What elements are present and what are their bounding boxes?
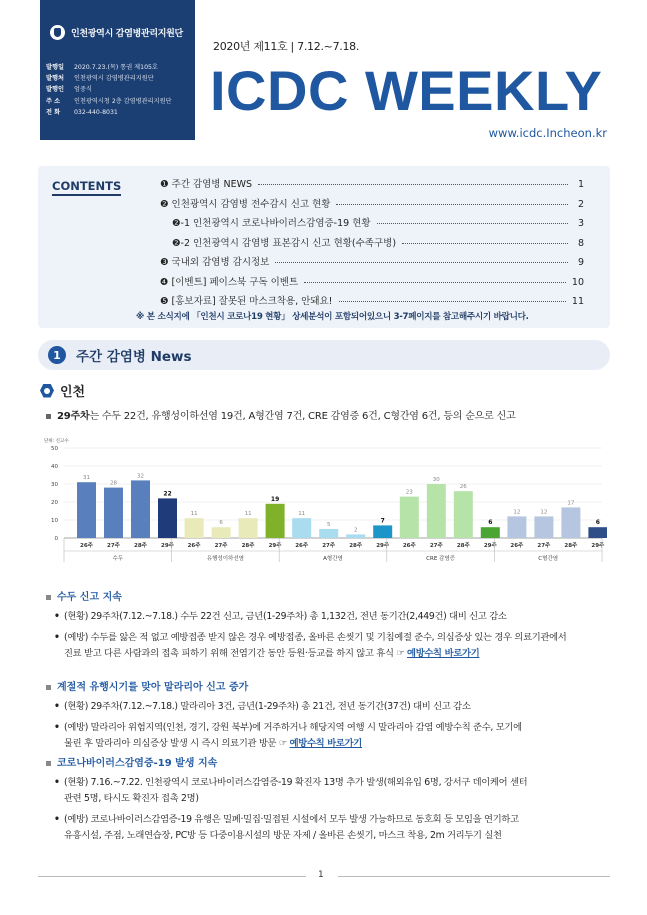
bullet-line xyxy=(54,828,614,844)
y-tick-label: 40 xyxy=(51,464,58,470)
contents-item-title: ❷ 인천광역시 감염병 전수감시 신고 현황 xyxy=(160,198,331,210)
bullet-text: (현황) 29주차(7.12.~7.18.) 말라리아 3건, 금년(1-29주차) 총 21건, 전년 동기간(37건) 대비 신고 감소 xyxy=(64,701,471,712)
topic-heading xyxy=(46,678,248,693)
meta-value: 인천광역시 감염병관리지원단 xyxy=(74,75,154,83)
bullet-line xyxy=(54,791,614,807)
week-tick-label: 27주 xyxy=(537,543,551,549)
bullet-line xyxy=(54,646,614,662)
bar-value-label: 17 xyxy=(567,500,575,507)
bullet-text: 물린 후 말라리아 의심증상 발생 시 즉시 의료기관 방문 ☞ xyxy=(64,738,290,749)
contents-item-page: 9 xyxy=(577,257,584,268)
contents-leader-dots xyxy=(339,301,566,302)
bar xyxy=(534,516,553,538)
contents-leader-dots xyxy=(377,223,568,224)
meta-value: 2020.7.23.(목) 통권 제105호 xyxy=(74,64,158,71)
week-tick-label: 28주 xyxy=(564,543,578,549)
summary-line: 29주차는 수두 22건, 유행성이하선염 19건, A형간염 7건, CRE 감염증 6건, C형간염 6건, 등의 순으로 신고 xyxy=(46,407,616,422)
bar xyxy=(212,527,231,538)
meta-key: 발행인 xyxy=(46,86,64,94)
topic-bullet xyxy=(54,699,614,715)
bullet-line xyxy=(54,699,614,715)
bar-value-label: 7 xyxy=(380,517,385,525)
bullet-dot-icon: • xyxy=(54,611,60,622)
y-tick-label: 0 xyxy=(54,536,58,542)
square-bullet-icon xyxy=(46,595,51,600)
square-bullet-icon xyxy=(46,685,51,690)
bar-value-label: 19 xyxy=(270,495,280,503)
prevention-link[interactable]: 예방수칙 바로가기 xyxy=(407,648,480,659)
meta-value: 인천광역시청 2층 감염병관리지원단 xyxy=(74,97,172,105)
y-tick-label: 20 xyxy=(51,500,58,506)
contents-leader-dots xyxy=(275,262,568,263)
bullet-dot-icon: • xyxy=(54,632,60,643)
bar-value-label: 32 xyxy=(137,473,144,480)
group-label: 유행성이하선염 xyxy=(206,556,245,562)
topic-bullet xyxy=(54,812,614,844)
bar-value-label: 28 xyxy=(110,480,117,487)
bar-value-label: 23 xyxy=(405,489,413,496)
week-tick-label: 28주 xyxy=(456,543,470,549)
bullet-line xyxy=(54,736,614,752)
section-bar xyxy=(38,340,610,370)
contents-item[interactable] xyxy=(160,215,584,235)
bar-value-label: 12 xyxy=(540,509,548,516)
bullet-dot-icon: • xyxy=(54,814,60,825)
week-tick-label: 26주 xyxy=(187,543,201,549)
bar xyxy=(158,498,177,538)
square-bullet-icon xyxy=(46,761,51,766)
group-label: C형간염 xyxy=(538,556,559,562)
bar-value-label: 11 xyxy=(298,511,306,518)
topic-bullet xyxy=(54,775,614,807)
meta-value: 032-440-8031 xyxy=(74,108,118,116)
week-tick-label: 27주 xyxy=(322,543,336,549)
topic-bullet xyxy=(54,720,614,752)
bullet-dot-icon: • xyxy=(54,701,60,712)
y-axis-unit-label: 단위: 신고수 xyxy=(44,439,69,444)
contents-item-title: ❺ [홍보자료] 잘못된 마스크착용, 안돼요! xyxy=(160,296,333,307)
contents-list xyxy=(160,176,584,313)
contents-item-page: 11 xyxy=(571,296,584,307)
topic-bullet xyxy=(54,609,614,625)
week-tick-label: 27주 xyxy=(214,543,228,549)
bar-value-label: 6 xyxy=(219,520,223,527)
contents-item-page: 3 xyxy=(577,218,584,229)
bar xyxy=(588,527,607,538)
bar xyxy=(400,497,419,538)
contents-item[interactable] xyxy=(160,254,584,274)
meta-row xyxy=(46,84,172,95)
contents-leader-dots xyxy=(304,282,566,283)
contents-item-page: 10 xyxy=(571,276,584,288)
week-tick-label: 27주 xyxy=(429,543,443,549)
bar-value-label: 11 xyxy=(244,511,252,518)
week-tick-label: 26주 xyxy=(295,543,309,549)
contents-item[interactable] xyxy=(160,176,584,196)
week-tick-label: 28주 xyxy=(349,543,363,549)
contents-item-title: ❶ 주간 감염병 NEWS xyxy=(160,179,252,190)
bullet-line xyxy=(54,609,614,625)
week-tick-label: 26주 xyxy=(80,543,93,549)
page-number: 1 xyxy=(318,870,324,880)
group-label: 수두 xyxy=(112,556,124,562)
section-title: 주간 감염병 News xyxy=(76,349,192,365)
contents-item-page: 1 xyxy=(577,179,584,190)
meta-key: 주 소 xyxy=(46,97,61,105)
week-tick-label: 29주 xyxy=(161,543,174,549)
newsletter-title: ICDC WEEKLY xyxy=(210,59,603,122)
week-tick-label: 29주 xyxy=(268,543,282,549)
bar xyxy=(507,516,526,538)
contents-leader-dots xyxy=(336,204,568,205)
y-tick-label: 30 xyxy=(51,482,58,488)
topic-title: 코로나바이러스감염증-19 발생 지속 xyxy=(57,758,218,769)
meta-row xyxy=(46,62,172,73)
bullet-dot-icon: • xyxy=(54,777,60,788)
bullet-text: 진료 받고 다른 사람과의 접촉 피하기 위해 전염기간 동안 등원·등교를 하지 않고 휴식 ☞ xyxy=(64,648,408,659)
topic-heading xyxy=(46,588,122,603)
bar xyxy=(266,504,285,538)
topic-title: 계절적 유행시기를 맞아 말라리아 신고 증가 xyxy=(57,682,249,693)
contents-item-title: ❷-1 인천광역시 코로나바이러스감염증-19 현황 xyxy=(172,218,371,229)
contents-item-title: ❸ 국내외 감염병 감시정보 xyxy=(160,257,270,268)
org-name: 인천광역시 감염병관리지원단 xyxy=(40,0,195,40)
bullet-text: (현황) 7.16.~7.22. 인천광역시 코로나바이러스감염증-19 확진자 13명 추가 발생(해외유입 6명, 강서구 데이케어 센터 xyxy=(64,777,528,788)
bullet-text: 유흥시설, 주점, 노래연습장, PC방 등 다중이용시설의 방문 자제 / 올바른 손씻기, 마스크 착용, 2m 거리두기 실천 xyxy=(64,830,502,841)
y-tick-label: 10 xyxy=(51,518,58,524)
topic-heading xyxy=(46,754,217,769)
meta-key: 전 화 xyxy=(46,108,61,116)
group-label: A형간염 xyxy=(323,556,343,562)
bullet-text: (예방) 수두를 앓은 적 없고 예방접종 받지 않은 경우 예방접종, 올바른 손씻기 및 기침예절 준수, 의심증상 있는 경우 의료기관에서 xyxy=(64,632,567,643)
week-tick-label: 29주 xyxy=(591,543,605,549)
website-url[interactable]: www.icdc.Incheon.kr xyxy=(488,126,607,140)
contents-item[interactable] xyxy=(160,274,584,294)
bar xyxy=(131,480,150,538)
bar-value-label: 2 xyxy=(353,527,358,534)
meta-key: 발행처 xyxy=(46,75,64,83)
contents-item-page: 8 xyxy=(577,237,584,249)
hexagon-bullet-icon xyxy=(40,384,54,398)
org-logo-icon xyxy=(50,25,65,40)
group-label: CRE 감염증 xyxy=(426,556,456,562)
contents-item[interactable] xyxy=(160,196,584,216)
meta-key: 발행일 xyxy=(46,64,64,71)
week-tick-label: 28주 xyxy=(241,543,255,549)
contents-item[interactable] xyxy=(160,235,584,255)
week-tick-label: 29주 xyxy=(483,543,497,549)
bar-value-label: 22 xyxy=(163,490,172,498)
weekly-report-chart xyxy=(42,434,607,574)
week-tick-label: 28주 xyxy=(134,543,147,549)
bar-value-label: 30 xyxy=(432,477,440,483)
week-tick-label: 27주 xyxy=(107,543,120,549)
bar-value-label: 31 xyxy=(83,475,90,482)
square-bullet-icon xyxy=(46,414,51,419)
contents-leader-dots xyxy=(258,184,568,185)
bar-value-label: 5 xyxy=(326,522,331,528)
bar-value-label: 6 xyxy=(488,519,493,527)
bar xyxy=(319,529,338,538)
contents-leader-dots xyxy=(402,243,568,244)
meta-row xyxy=(46,73,172,84)
bar xyxy=(77,482,96,538)
section-number: 1 xyxy=(48,346,66,364)
bullet-line xyxy=(54,812,614,828)
week-tick-label: 26주 xyxy=(510,543,524,549)
contents-note: ※ 본 소식지에 「인천시 코로나19 현황」 상세분석이 포함되어있으니 3-7페이지를 참고해주시기 바랍니다. xyxy=(136,312,529,322)
publication-meta xyxy=(46,62,172,118)
bullet-text: (예방) 말라리아 위험지역(인천, 경기, 강원 북부)에 거주하거나 해당지역 여행 시 말라리아 감염 예방수칙 준수, 모기에 xyxy=(64,722,522,733)
bar xyxy=(561,507,580,538)
bar xyxy=(373,525,392,538)
bar-value-label: 26 xyxy=(459,484,467,491)
bullet-text: 관련 5명, 타시도 확진자 접촉 2명) xyxy=(64,793,199,804)
bar xyxy=(346,534,365,538)
contents-item-page: 2 xyxy=(577,198,584,210)
y-tick-label: 50 xyxy=(51,446,58,452)
issue-line: 2020년 제11호 | 7.12.~7.18. xyxy=(213,40,360,53)
contents-item-title: ❷-2 인천광역시 감염병 표본감시 신고 현황(수족구병) xyxy=(172,237,397,249)
bullet-text: (예방) 코로나바이러스감염증-19 유행은 밀폐·밀집·밀접된 시설에서 모두 발생 가능하므로 동호회 등 모임을 연기하고 xyxy=(64,814,519,825)
contents-label: CONTENTS xyxy=(52,179,121,196)
bar xyxy=(481,527,500,538)
bullet-dot-icon: • xyxy=(54,722,60,733)
prevention-link[interactable]: 예방수칙 바로가기 xyxy=(289,738,362,749)
bar-value-label: 6 xyxy=(595,519,600,527)
meta-value: 엄중식 xyxy=(74,86,92,94)
bullet-text: (현황) 29주차(7.12.~7.18.) 수두 22건 신고, 금년(1-29주차) 총 1,132건, 전년 동기간(2,449건) 대비 신고 감소 xyxy=(64,611,507,622)
bullet-line xyxy=(54,720,614,736)
bar xyxy=(185,518,204,538)
week-tick-label: 26주 xyxy=(402,543,416,549)
contents-box xyxy=(38,166,610,328)
bar xyxy=(427,484,446,538)
topic-title: 수두 신고 지속 xyxy=(57,592,122,603)
region-heading: 인천 xyxy=(40,381,85,400)
footer-rule-right xyxy=(338,876,610,877)
bar-value-label: 11 xyxy=(190,511,198,518)
bar xyxy=(454,491,473,538)
bar xyxy=(292,518,311,538)
bullet-line xyxy=(54,630,614,646)
week-tick-label: 29주 xyxy=(376,543,390,549)
meta-row xyxy=(46,107,172,118)
bar xyxy=(104,488,123,538)
masthead-box xyxy=(40,0,195,140)
bar-value-label: 12 xyxy=(513,509,521,516)
bullet-line xyxy=(54,775,614,791)
topic-bullet xyxy=(54,630,614,662)
footer-rule-left xyxy=(38,876,306,877)
meta-row xyxy=(46,96,172,107)
contents-item-title: ❹ [이벤트] 페이스북 구독 이벤트 xyxy=(160,276,299,288)
bar xyxy=(239,518,258,538)
